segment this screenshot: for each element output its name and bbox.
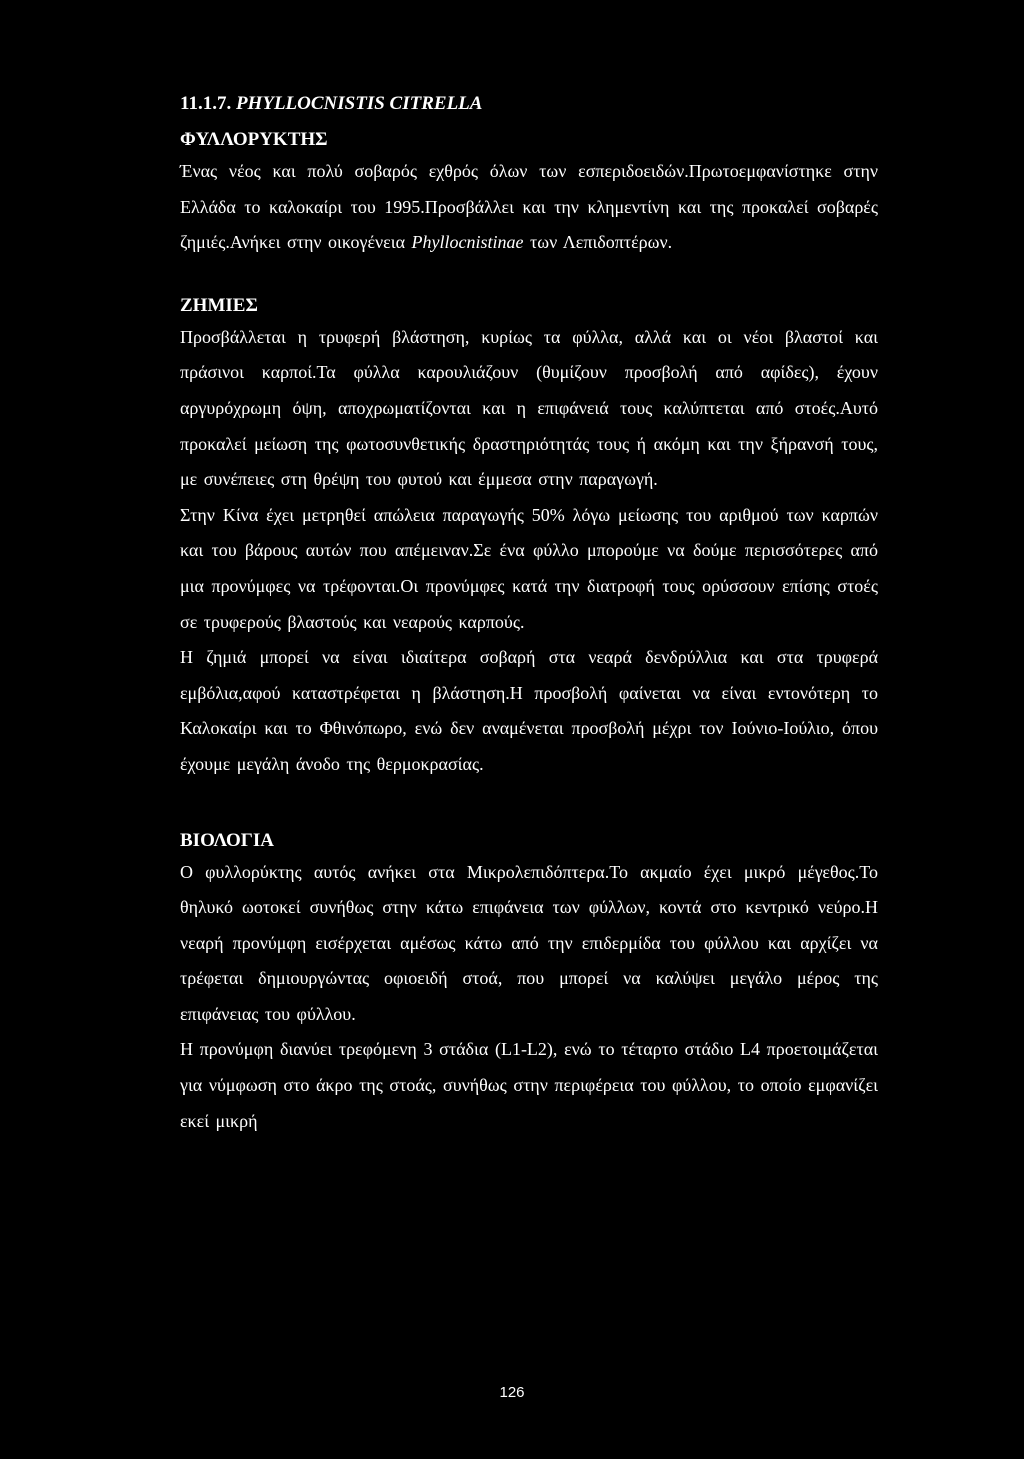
intro-text-a: Ένας νέος και πολύ σοβαρός εχθρός όλων των εσπεριδοειδών.Πρωτοεμφανίστηκε στην Ελλάδα το καλοκαίρι του 1995.Προσβάλλει και την κλημεντίνη και της προκαλεί σοβαρές ζημιές.Ανήκει στην οικογένεια [180, 161, 878, 253]
section-number: 11.1.7. [180, 93, 232, 114]
common-name-heading: ΦΥΛΛΟΡΥΚΤΗΣ [180, 129, 328, 150]
intro-paragraph [180, 154, 878, 261]
intro-text-b: των Λεπιδοπτέρων. [523, 232, 673, 253]
damages-paragraph-2: Στην Κίνα έχει μετρηθεί απώλεια παραγωγής 50% λόγω μείωσης του αριθμού των καρπών και του βάρους αυτών που απέμειναν.Σε ένα φύλλο μπορούμε να δούμε περισσότερες από μια προνύμφες να τρέφονται.Οι προνύμφες κατά την διατροφή τους ορύσσουν επίσης στοές σε τρυφερούς βλαστούς και νεαρούς καρπούς. [180, 504, 878, 632]
document-page [180, 90, 878, 1139]
damages-paragraph-3: Η ζημιά μπορεί να είναι ιδιαίτερα σοβαρή στα νεαρά δενδρύλλια και στα τρυφερά εμβόλια,αφού καταστρέφεται η βλάστηση.Η προσβολή φαίνεται να είναι εντονότερη το Καλοκαίρι και το Φθινόπωρο, ενώ δεν αναμένεται προσβολή μέχρι τον Ιούνιο-Ιούλιο, όπου έχουμε μεγάλη άνοδο της θερμοκρασίας. [180, 647, 878, 774]
family-name: Phyllocnistinae [411, 232, 524, 253]
species-name: PHYLLOCNISTIS CITRELLA [235, 93, 483, 114]
biology-paragraph-2: Η προνύμφη διανύει τρεφόμενη 3 στάδια (L1-L2), ενώ το τέταρτο στάδιο L4 προετοιμάζεται για νύμφωση στο άκρο της στοάς, συνήθως στην περιφέρεια του φύλλου, το οποίο εμφανίζει εκεί μικρή [180, 1039, 878, 1131]
page-number: 126 [499, 1384, 525, 1401]
section-title [180, 90, 878, 118]
biology-paragraph-1: Ο φυλλορύκτης αυτός ανήκει στα Μικρολεπιδόπτερα.Το ακμαίο έχει μικρό μέγεθος.Το θηλυκό ωοτοκεί συνήθως στην κάτω επιφάνεια των φύλλων, κοντά στο κεντρικό νεύρο.Η νεαρή προνύμφη εισέρχεται αμέσως κάτω από την επιδερμίδα του φύλλου και αρχίζει να τρέφεται δημιουργώντας οφιοειδή στοά, που μπορεί να καλύψει μεγάλο μέρος της επιφάνειας του φύλλου. [180, 861, 878, 1024]
damages-heading: ΖΗΜΙΕΣ [180, 294, 258, 316]
biology-heading: ΒΙΟΛΟΓΙΑ [180, 829, 274, 851]
damages-paragraph-1: Προσβάλλεται η τρυφερή βλάστηση, κυρίως τα φύλλα, αλλά και οι νέοι βλαστοί και πράσινοι καρποί.Τα φύλλα καρουλιάζουν (θυμίζουν προσβολή από αφίδες), έχουν αργυρόχρωμη όψη, αποχρωματίζονται και η επιφάνειά τους καλύπτεται από στοές.Αυτό προκαλεί μείωση της φωτοσυνθετικής δραστηριότητάς τους ή ακόμη και την ξήρανσή τους, με συνέπειες στη θρέψη του φυτού και έμμεσα στην παραγωγή. [180, 326, 878, 490]
